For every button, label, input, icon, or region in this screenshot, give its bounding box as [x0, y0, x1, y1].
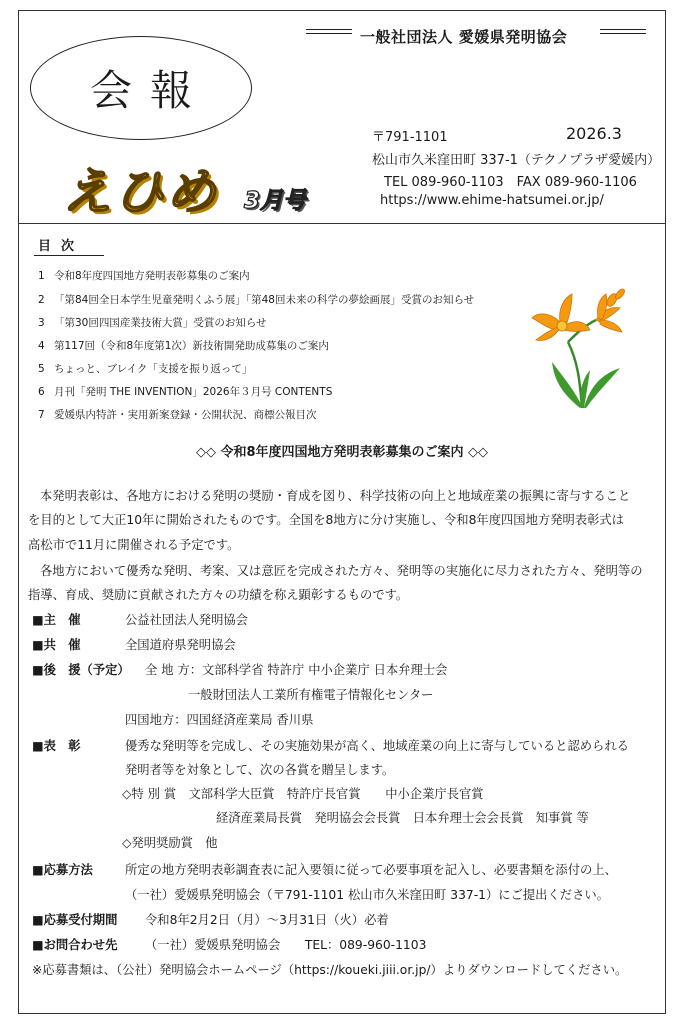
issue-label: 3月号	[244, 188, 307, 214]
toc-title-underline	[34, 255, 104, 256]
tel-fax: TEL 089-960-1103 FAX 089-960-1106	[384, 175, 637, 190]
apply-method: 所定の地方発明表彰調査表に記入要領に従って必要事項を記入し、必要書類を添付の上、	[125, 863, 617, 877]
download-note: ※応募書類は、（公社）発明協会ホームページ（https://koueki.jiii.or.jp/）よりダウンロードしてください。	[32, 963, 628, 977]
org-name: 一般社団法人 愛媛県発明協会	[360, 28, 568, 46]
website-url[interactable]: https://www.ehime-hatsumei.or.jp/	[380, 193, 604, 208]
address: 松山市久米窪田町 337-1（テクノプラザ愛媛内）	[372, 153, 661, 168]
org-right-rule	[600, 29, 646, 30]
period-value: 令和8年2月2日（月）～3月31日（火）必着	[145, 913, 389, 927]
newsletter-name: えひめ	[62, 163, 218, 221]
support-national-cont: 一般財団法人工業所有権電子情報化センター	[188, 688, 434, 702]
award-special: ◇特 別 賞 文部科学大臣賞 特許庁長官賞 中小企業庁長官賞	[122, 787, 484, 801]
toc-item[interactable]: 1 令和8年度四国地方発明表彰募集のご案内	[38, 270, 250, 282]
paragraph-line: 指導、育成、奨励に貢献された方々の功績を称え顕彰するものです。	[28, 588, 409, 602]
award-special-cont: 経済産業局長賞 発明協会会長賞 日本弁理士会会長賞 知事賞 等	[216, 811, 589, 825]
host-value: 公益社団法人発明協会	[125, 613, 248, 627]
org-left-rule	[306, 29, 352, 30]
toc-item[interactable]: 3 「第30回四国産業技術大賞」受賞のお知らせ	[38, 317, 267, 329]
toc-item[interactable]: 6 月刊「発明 THE INVENTION」2026年３月号 CONTENTS	[38, 386, 333, 398]
award-description-cont: 発明者等を対象として、次の各賞を贈呈します。	[125, 763, 395, 777]
award-label: ■表 彰	[32, 739, 81, 753]
support-national: 全 地 方：文部科学省 特許庁 中小企業庁 日本弁理士会	[145, 663, 448, 677]
paragraph-line: 高松市で11月に開催される予定です。	[28, 538, 240, 552]
paragraph-line: 本発明表彰は、各地方における発明の奨励・育成を図り、科学技術の向上と地域産業の振興に寄与すること	[40, 489, 631, 503]
host-label: ■主 催	[32, 613, 81, 627]
award-description: 優秀な発明等を完成し、その実施効果が高く、地域産業の向上に寄与していると認められる	[125, 739, 629, 753]
toc-item[interactable]: 4 第117回（令和8年度第1次）新技術開発助成募集のご案内	[38, 340, 329, 352]
contact-label: ■お問合わせ先	[32, 938, 118, 952]
postal-code: 〒791-1101	[372, 130, 448, 145]
toc-item[interactable]: 5 ちょっと、ブレイク「支援を振り返って」	[38, 363, 253, 375]
award-encourage: ◇発明奨励賞 他	[122, 836, 218, 850]
freesia-flower-illustration	[520, 282, 640, 412]
toc-item[interactable]: 7 愛媛県内特許・実用新案登録・公開状況、商標公報目次	[38, 409, 317, 421]
cohost-label: ■共 催	[32, 638, 81, 652]
apply-label: ■応募方法	[32, 863, 93, 877]
support-shikoku: 四国地方：四国経済産業局 香川県	[125, 713, 314, 727]
period-label: ■応募受付期間	[32, 913, 118, 927]
apply-method-cont: （一社）愛媛県発明協会（〒791-1101 松山市久米窪田町 337-1）にご提出ください。	[125, 888, 609, 902]
toc-item[interactable]: 2 「第84回全日本学生児童発明くふう展」「第48回未来の科学の夢絵画展」受賞のお知らせ	[38, 294, 475, 306]
newsletter-label: 会報	[89, 66, 210, 115]
paragraph-line: を目的として大正10年に開始されたものです。全国を8地方に分け実施し、令和8年度四国地方発明表彰式は	[28, 513, 624, 527]
flower-leaves	[552, 362, 620, 408]
contact-value: （一社）愛媛県発明協会 TEL：089-960-1103	[145, 938, 427, 952]
support-label: ■後 援（予定）	[32, 663, 130, 677]
toc-title: 目次	[38, 239, 85, 254]
cohost-value: 全国道府県発明協会	[125, 638, 236, 652]
paragraph-line: 各地方において優秀な発明、考案、又は意匠を完成された方々、発明等の実施化に尽力された方々、発明等の	[40, 564, 643, 578]
article-title: ◇◇ 令和8年度四国地方発明表彰募集のご案内 ◇◇	[195, 445, 489, 460]
issue-date: 2026.3	[566, 124, 622, 143]
